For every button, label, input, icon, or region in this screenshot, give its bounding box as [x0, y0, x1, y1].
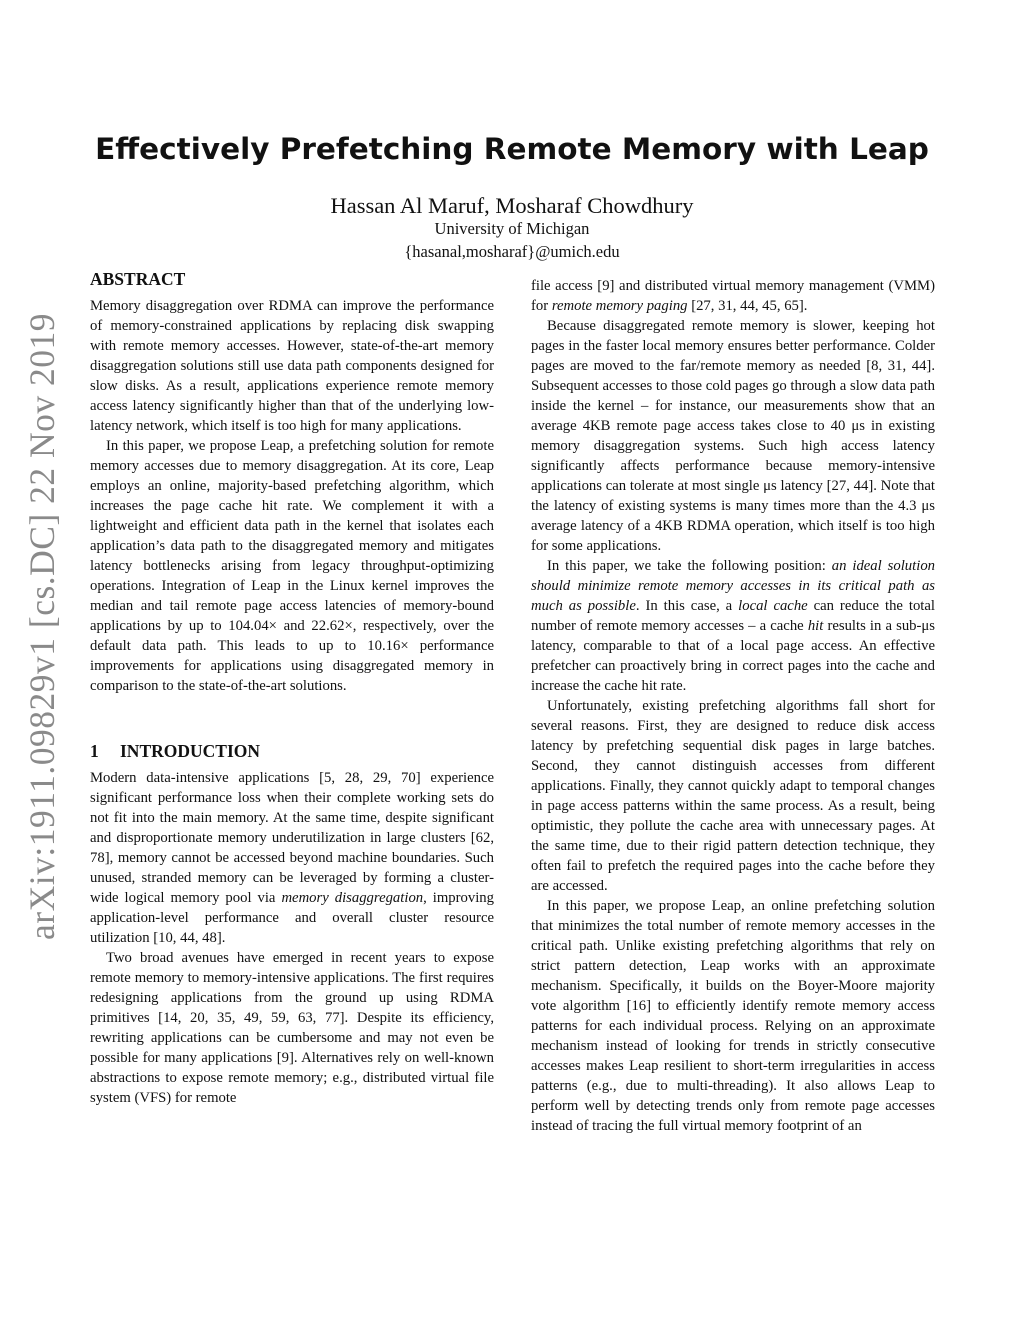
left-column [90, 268, 494, 1108]
arxiv-identifier: arXiv:1911.09829v1 [cs.DC] 22 Nov 2019 [22, 312, 62, 940]
paper-title: Effectively Prefetching Remote Memory with Leap [95, 132, 929, 166]
body-paragraph: In this paper, we take the following position: an ideal solution should minimize remote memory accesses in its critical path as much as possible. In this case, a local cache can reduce the total number of remote memory accesses – a cache hit results in a sub-μs latency, comparable to that of a local page access. An effective prefetcher can proactively bring in correct pages into the cache and increase the cache hit rate. [531, 558, 936, 694]
body-paragraph: Unfortunately, existing prefetching algorithms fall short for several reasons. First, they are designed to reduce disk access latency by prefetching sequential disk pages in large batches. Second, they cannot distinguish accesses from different applications. Finally, they cannot quickly adapt to temporal changes in page access patterns within the same process. As a result, being optimistic, they pollute the cache area with unnecessary pages. At the same time, due to their rigid pattern detection technique, they often fail to prefetch the required pages into the cache before they are accessed. [531, 698, 935, 894]
body-paragraph: Modern data-intensive applications [5, 28, 29, 70] experience significant performance loss when their complete working sets do not fit into the main memory. At the same time, despite significant and disproportionate memory underutilization in large clusters [62, 78], memory cannot be accessed beyond machine boundaries. Such unused, stranded memory can be leveraged by forming a cluster-wide logical memory pool via memory disaggregation, improving application-level performance and overall cluster resource utilization [10, 44, 48]. [90, 770, 494, 946]
abstract-paragraph: Memory disaggregation over RDMA can improve the performance of memory-constrained applications by replacing disk swapping with remote memory accesses. However, state-of-the-art memory disaggregation solutions still use data path components designed for slow disks. As a result, applications experience remote memory access latency significantly higher than that of the underlying low-latency network, which itself is too high for many applications. [90, 298, 494, 434]
right-column [531, 276, 935, 1136]
abstract-paragraph: In this paper, we propose Leap, a prefetching solution for remote memory accesses due to memory disaggregation. At its core, Leap employs an online, majority-based prefetching algorithm, which increases the page cache hit rate. We complement it with a lightweight and efficient data path in the kernel that isolates each application’s data path to the disaggregated memory and mitigates latency bottlenecks arising from legacy throughput-optimizing operations. Integration of Leap in the Linux kernel improves the median and tail remote page access latencies of memory-bound applications by up to 104.04× and 22.62×, respectively, over the default data path. This leads to up to 10.16× performance improvements for applications using disaggregated memory in comparison to the state-of-the-art solutions. [90, 438, 494, 694]
section-heading-introduction [90, 740, 494, 762]
affiliation: University of Michigan [434, 219, 590, 238]
body-paragraph: Two broad avenues have emerged in recent years to expose remote memory to memory-intensive applications. The first requires redesigning applications from the ground up using RDMA primitives [14, 20, 35, 49, 59, 63, 77]. Despite its efficiency, rewriting applications can be cumbersome and may not even be possible for many applications [9]. Alternatives rely on well-known abstractions to expose remote memory; e.g., distributed virtual file system (VFS) for remote [90, 950, 494, 1106]
body-paragraph: file access [9] and distributed virtual memory management (VMM) for remote memory paging [27, 31, 44, 45, 65]. [531, 278, 935, 314]
section-title: INTRODUCTION [120, 741, 261, 761]
body-paragraph: In this paper, we propose Leap, an online prefetching solution that minimizes the total number of remote memory accesses in the critical path. Unlike existing prefetching algorithms that rely on strict pattern detection, Leap works with an approximate mechanism. Specifically, it builds on the Boyer-Moore majority vote algorithm [16] to efficiently identify remote memory access patterns for each individual process. Relying on an approximate mechanism instead of looking for trends in strictly consecutive accesses makes Leap resilient to short-term irregularities in access patterns (e.g., due to multi-threading). It also allows Leap to perform well by detecting trends only from remote page accesses instead of tracing the full virtual memory footprint of an [531, 898, 935, 1134]
body-paragraph: Because disaggregated remote memory is slower, keeping hot pages in the faster local memory ensures better performance. Colder pages are moved to the far/remote memory as needed [8, 31, 44]. Subsequent accesses to those cold pages go through a slow data path inside the kernel – for instance, our measurements show that an average 4KB remote page access takes close to 40 μs in existing memory disaggregation systems. Such high access latency significantly affects performance because memory-intensive applications can tolerate at most single μs latency [27, 44]. Note that the latency of existing systems is many times more than the 4.3 μs average latency of a 4KB RDMA operation, which itself is too high for some applications. [531, 318, 935, 554]
author-email: {hasanal,mosharaf}@umich.edu [404, 242, 620, 261]
author-list: Hassan Al Maruf, Mosharaf Chowdhury [330, 193, 694, 218]
section-number: 1 [90, 741, 99, 761]
abstract-heading: ABSTRACT [90, 269, 186, 289]
